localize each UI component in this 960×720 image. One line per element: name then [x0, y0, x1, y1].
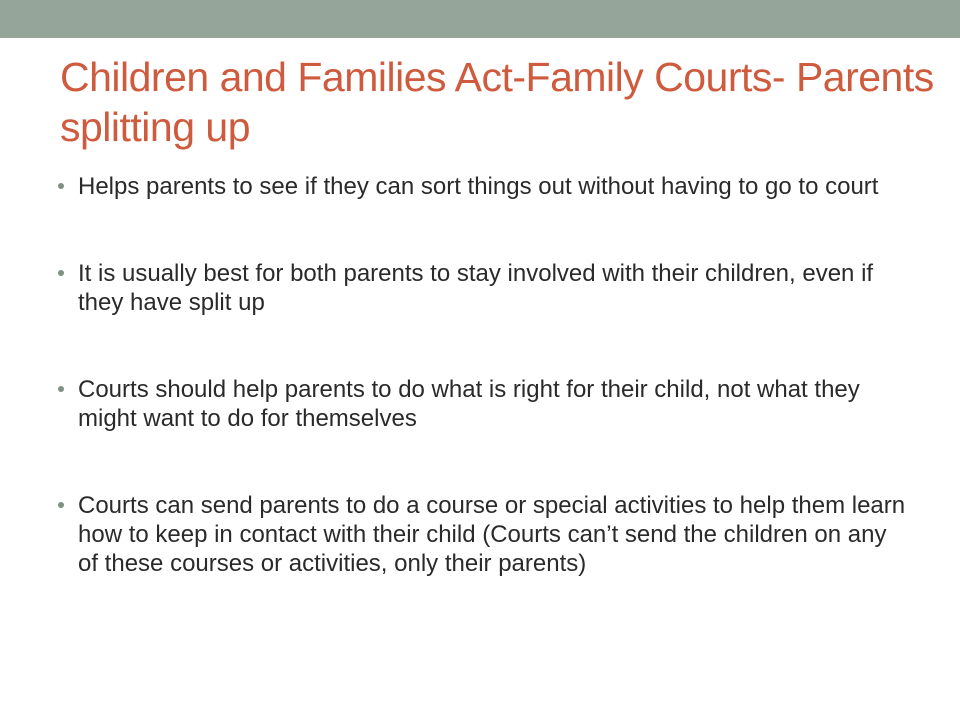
bullet-dot-icon: [58, 183, 64, 189]
bullet-dot-icon: [58, 386, 64, 392]
bullet-dot-icon: [58, 270, 64, 276]
bullet-dot-icon: [58, 502, 64, 508]
bullet-list: [58, 172, 908, 578]
bullet-text: Courts can send parents to do a course or special activities to help them learn how to keep in contact with their child (Courts can’t send the children on any of these courses or activities, only their parents): [78, 492, 906, 577]
bullet-item-4: [58, 491, 908, 578]
slide-title: Children and Families Act-Family Courts- Parents splitting up: [60, 54, 934, 150]
bullet-text: Helps parents to see if they can sort things out without having to go to court: [78, 173, 879, 200]
top-color-band: [0, 0, 960, 38]
bullet-item-1: [58, 172, 908, 201]
bullet-item-3: [58, 375, 908, 433]
bullet-item-2: [58, 259, 908, 317]
bullet-text: Courts should help parents to do what is right for their child, not what they might want to do for themselves: [78, 376, 860, 432]
bullet-text: It is usually best for both parents to stay involved with their children, even if they have split up: [78, 260, 874, 316]
